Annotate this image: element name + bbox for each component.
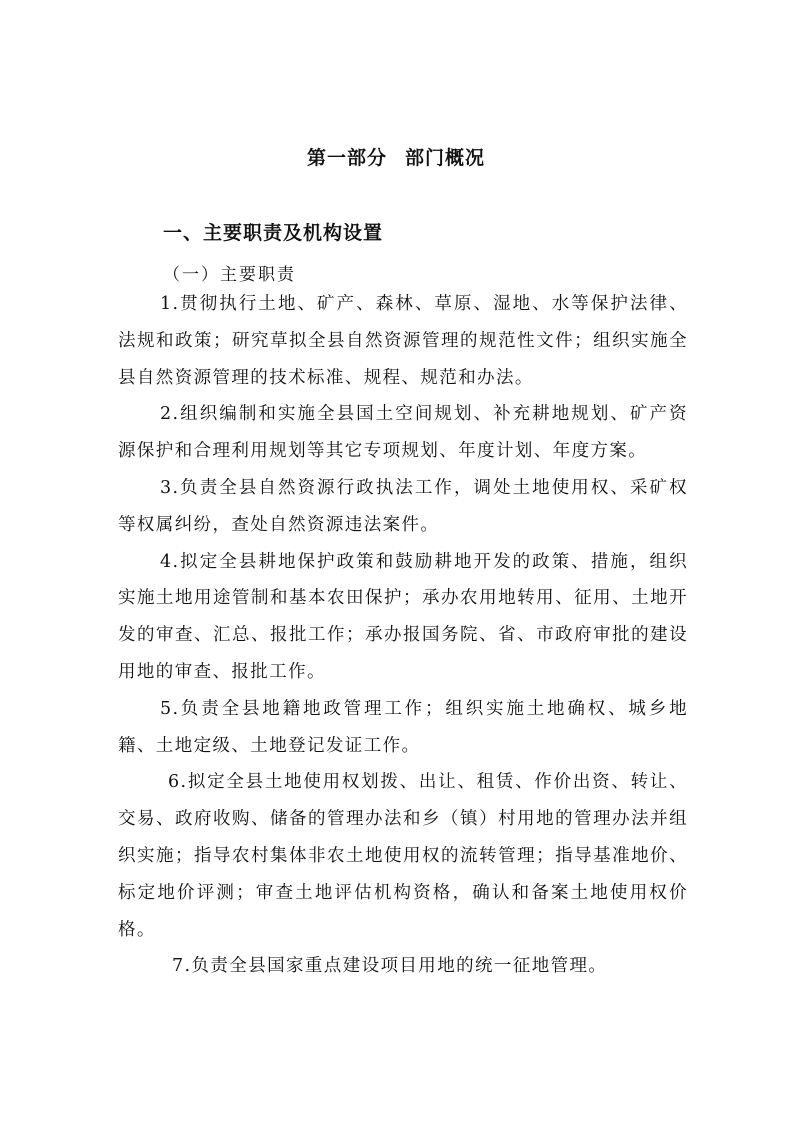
title-name: 部门概况 xyxy=(405,147,486,169)
paragraph-5: 5.负责全县地籍地政管理工作；组织实施土地确权、城乡地籍、土地定级、土地登记发证工作。 xyxy=(118,698,688,756)
paragraph-2: 2.组织编制和实施全县国土空间规划、补充耕地规划、矿产资源保护和合理利用规划等其它专项规划、年度计划、年度方案。 xyxy=(118,404,688,462)
subsection-heading: （一）主要职责 xyxy=(163,265,296,285)
paragraph-6: 6.拟定全县土地使用权划拨、出让、租赁、作价出资、转让、交易、政府收购、储备的管理办法和乡（镇）村用地的管理办法并组织实施；指导农村集体非农土地使用权的流转管理；指导基准地价、标定地价评测；审查土地评估机构资格，确认和备案土地使用权价格。 xyxy=(118,772,688,940)
body-text xyxy=(118,286,688,985)
paragraph-4: 4.拟定全县耕地保护政策和鼓励耕地开发的政策、措施，组织实施土地用途管制和基本农田保护；承办农用地转用、征用、土地开发的审查、汇总、报批工作；承办报国务院、省、市政府审批的建设用地的审查、报批工作。 xyxy=(118,551,688,682)
paragraph-1: 1.贯彻执行土地、矿产、森林、草原、湿地、水等保护法律、法规和政策；研究草拟全县自然资源管理的规范性文件；组织实施全县自然资源管理的技术标准、规程、规范和办法。 xyxy=(118,294,688,388)
paragraph-3: 3.负责全县自然资源行政执法工作，调处土地使用权、采矿权等权属纠纷，查处自然资源违法案件。 xyxy=(118,477,688,535)
title-part: 第一部分 xyxy=(306,147,387,169)
section-heading: 一、主要职责及机构设置 xyxy=(163,222,384,244)
page-title xyxy=(0,143,792,170)
paragraph-7: 7.负责全县国家重点建设项目用地的统一征地管理。 xyxy=(172,956,608,977)
